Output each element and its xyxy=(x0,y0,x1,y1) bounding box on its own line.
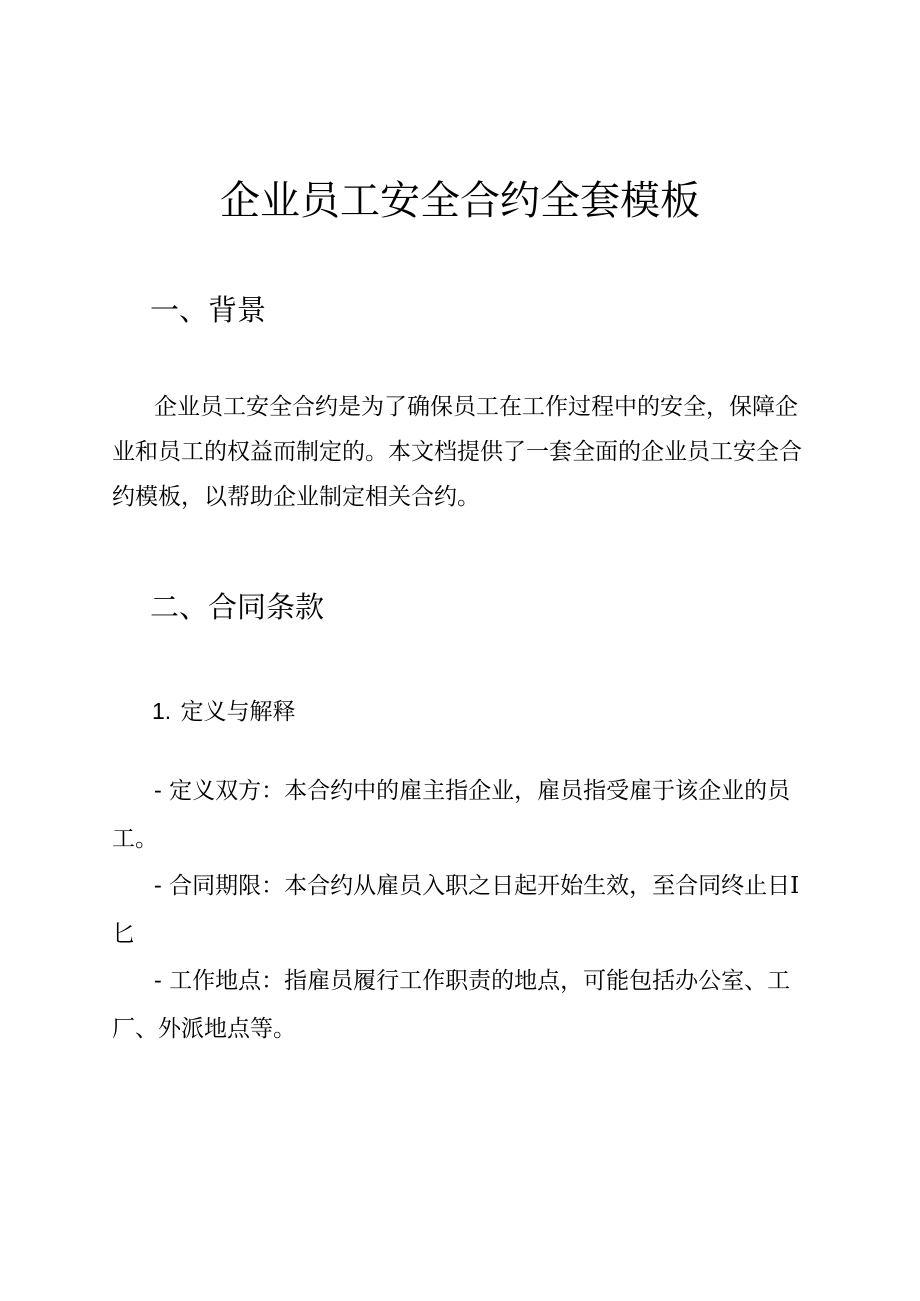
item-line: 工。 xyxy=(112,826,158,852)
paragraph-line: 企业员工安全合约是为了确保员工在工作过程中的安全，保障企 xyxy=(154,394,798,420)
item-line: - 定义双方：本合约中的雇主指企业，雇员指受雇于该企业的员 xyxy=(154,778,791,804)
list-item-workplace xyxy=(112,957,812,1053)
item-line: 匕 xyxy=(112,921,135,947)
subsection-title: 定义与解释 xyxy=(180,699,296,725)
section-heading-background: 一、背景 xyxy=(150,293,267,327)
document-title: 企业员工安全合约全套模板 xyxy=(220,178,700,224)
item-line: - 合同期限：本合约从雇员入职之日起开始生效，至合同终止日I xyxy=(154,873,800,899)
background-paragraph xyxy=(112,385,812,520)
paragraph-line: 业和员工的权益而制定的。本文档提供了一套全面的企业员工安全合 xyxy=(112,439,802,465)
list-item-parties xyxy=(112,767,812,863)
list-item-term xyxy=(112,862,812,958)
item-line: 厂、外派地点等。 xyxy=(112,1016,296,1042)
subsection-heading-definitions xyxy=(152,693,296,730)
item-line: - 工作地点：指雇员履行工作职责的地点，可能包括办公室、工 xyxy=(154,968,791,994)
paragraph-line: 约模板，以帮助企业制定相关合约。 xyxy=(112,484,480,510)
section-heading-contract-terms: 二、合同条款 xyxy=(150,590,325,624)
subsection-number: 1. xyxy=(152,698,172,724)
